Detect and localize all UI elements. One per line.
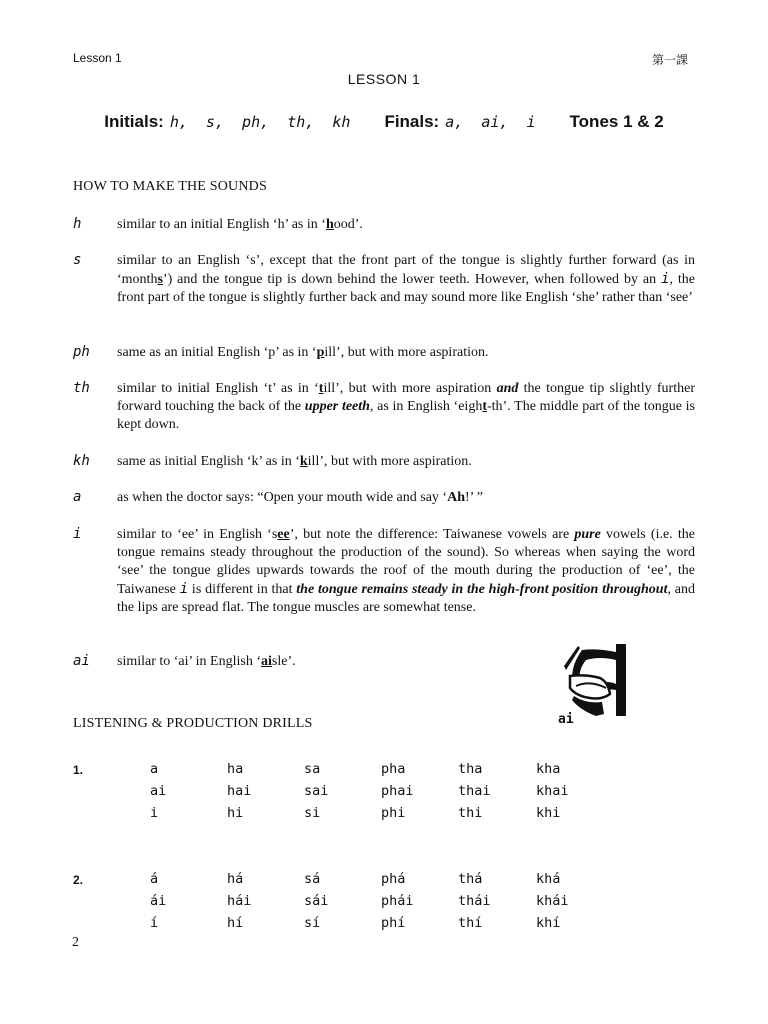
entry-term: ph [73,344,90,360]
drill-syllable: khai [536,783,569,799]
drill-syllable: kha [536,761,561,777]
drill-syllable: thá [458,871,483,887]
drill-syllable: sai [304,783,329,799]
drill-syllable: hái [227,893,252,909]
drill-syllable: pha [381,761,406,777]
drill-syllable: si [304,805,321,821]
finals-label: Finals: [384,112,440,131]
drill-syllable: sái [304,893,329,909]
drill-syllable: sá [304,871,321,887]
tongue-position-icon [556,640,632,720]
entry-term: a [73,489,82,505]
drill-syllable: ha [227,761,244,777]
drill-syllable: sa [304,761,321,777]
drill-syllable: í [150,915,159,931]
entry-description: same as an initial English ‘p’ as in ‘pill’, but with more aspiration. [117,345,489,360]
drill-syllable: hai [227,783,252,799]
drill-syllable: khá [536,871,561,887]
entry-term: s [73,252,82,268]
entry-description: as when the doctor says: “Open your mouth wide and say ‘Ah!’ ” [117,490,483,505]
drill-syllable: ai [150,783,167,799]
drill-syllable: i [150,805,159,821]
initials-list: h, s, ph, th, kh [169,113,351,131]
drill-syllable: khi [536,805,561,821]
drill-syllable: ái [150,893,167,909]
drill-syllable: hí [227,915,244,931]
drill-number: 2. [73,873,84,887]
finals-list: a, ai, i [445,113,536,131]
drill-syllable: tha [458,761,483,777]
drill-syllable: phai [381,783,414,799]
drill-syllable: phí [381,915,406,931]
drill-syllable: khí [536,915,561,931]
lesson-summary [0,112,768,140]
section-heading-drills: LISTENING & PRODUCTION DRILLS [73,716,313,731]
drill-syllable: há [227,871,244,887]
section-heading-how-to: HOW TO MAKE THE SOUNDS [73,179,267,194]
running-header-left: Lesson 1 [73,51,122,65]
page-number: 2 [72,935,79,950]
drill-syllable: thai [458,783,491,799]
initials-label: Initials: [104,112,164,131]
drill-syllable: phái [381,893,414,909]
drill-syllable: thái [458,893,491,909]
drill-syllable: hi [227,805,244,821]
entry-term: ai [73,653,90,669]
entry-description: similar to ‘ai’ in English ‘aisle’. [117,654,296,669]
drill-syllable: khái [536,893,569,909]
drill-syllable: a [150,761,159,777]
tones-label: Tones 1 & 2 [569,112,664,131]
drill-number: 1. [73,763,84,777]
drill-syllable: phá [381,871,406,887]
drill-syllable: thí [458,915,483,931]
drill-syllable: thi [458,805,483,821]
mouth-diagram-image [556,640,632,720]
entry-description: similar to ‘ee’ in English ‘see’, but note the difference: Taiwanese vowels are pure vowels (i.e. the tongue remains steady throughout the production of the sound). So whereas when saying the word ‘see’ the tongue glides upwards towards the roof of the mouth during the production of ‘ee’, the Taiwanese i is different in that the tongue remains steady in the high-front position throughout, and the lips are spread flat. The tongue muscles are somewhat tense. [117,527,695,615]
diagram-caption: ai [558,712,574,727]
entry-term: th [73,380,90,396]
running-header-right: 第一課 [652,53,689,67]
entry-term: i [73,526,82,542]
entry-description: similar to an English ‘s’, except that the front part of the tongue is slightly further forward (as in ‘months’) and the tongue tip is down behind the lower teeth. However, when followed by an i, the front part of the tongue is slightly further back and may sound more like English ‘she’ rather than ‘see’ [117,253,695,305]
drill-syllable: á [150,871,159,887]
drill-syllable: phi [381,805,406,821]
entry-description: similar to initial English ‘t’ as in ‘till’, but with more aspiration and the tongue tip slightly further forward touching the back of the upper teeth, as in English ‘eight-th’. The middle part of the tongue is kept down. [117,381,695,432]
entry-description: similar to an initial English ‘h’ as in ‘hood’. [117,217,363,232]
drill-syllable: sí [304,915,321,931]
entry-term: kh [73,453,90,469]
entry-term: h [73,216,82,232]
page-title: LESSON 1 [347,71,421,87]
entry-description: same as initial English ‘k’ as in ‘kill’, but with more aspiration. [117,454,472,469]
